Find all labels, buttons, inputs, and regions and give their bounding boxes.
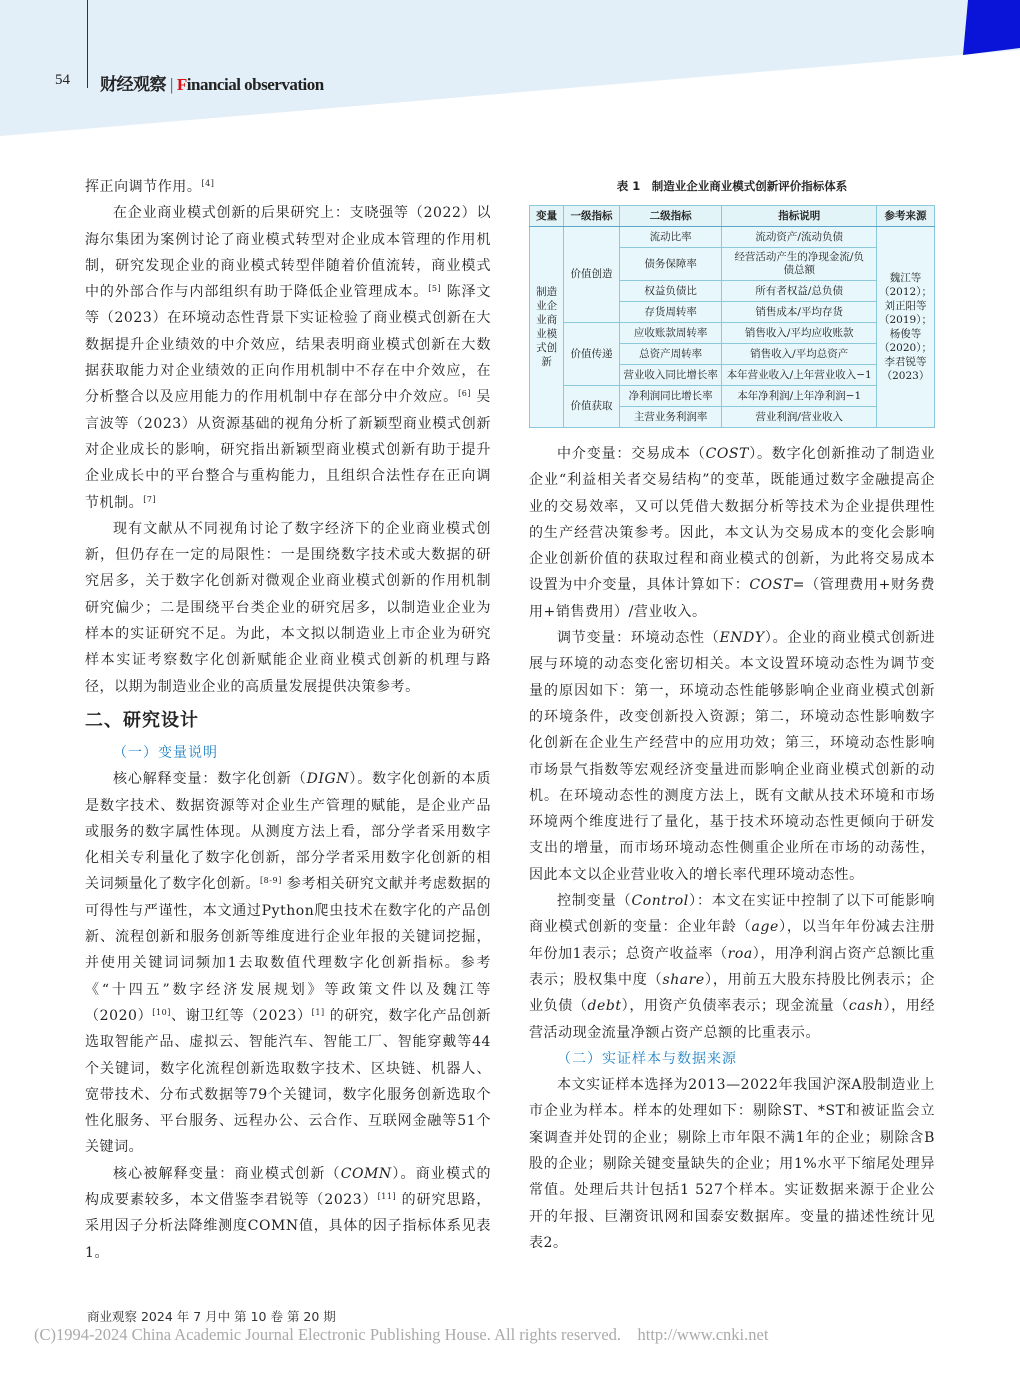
section-heading [85, 708, 491, 734]
variable-name: roa [727, 945, 753, 962]
text-run: ），以当年年份减去注册年份加1表示；总资产收益率（ [529, 919, 935, 962]
citation-marker: [6] [458, 389, 472, 399]
citation-marker: [4] [201, 179, 215, 188]
body-paragraph [85, 766, 491, 1160]
citation-marker: [1] [311, 1007, 325, 1017]
text-run: （二）实证样本与数据来源 [557, 1050, 737, 1067]
level1-cell: 价值创造 [564, 227, 620, 323]
body-paragraph [85, 174, 491, 200]
table-row [530, 386, 935, 407]
description-cell: 本年营业收入/上年营业收入−1 [722, 365, 877, 386]
text-run: 中介变量：交易成本（ [557, 446, 706, 462]
text-run: 在企业商业模式创新的后果研究上：支晓强等（2022）以海尔集团为案例讨论了商业模式转型对企业成本管理的作用机制，研究发现企业的商业模式转型伴随着价值流转，商业模式中的外部合作与内部组织有助于降低企业管理成本。 [85, 205, 491, 301]
description-cell: 流动资产/流动负债 [722, 227, 877, 248]
text-run: ），用前五大股东持股比例表示；企业负债（ [529, 971, 935, 1015]
footer-issue: 商业观察 2024 年 7 月中 第 10 卷 第 20 期 [87, 1309, 336, 1324]
text-run: ），用净利润占资产总额比重表示；股权集中度（ [529, 945, 935, 988]
body-paragraph [529, 888, 935, 1046]
description-cell: 本年净利润/上年净利润−1 [722, 386, 877, 407]
subsection-heading [529, 1046, 935, 1072]
page-number: 54 [55, 72, 70, 88]
level2-cell: 流动比率 [619, 227, 722, 248]
description-cell: 营业利润/营业收入 [722, 407, 877, 428]
description-cell: 经营活动产生的净现金流/负债总额 [722, 248, 877, 281]
level2-cell: 债务保障率 [619, 248, 722, 281]
variable-name: age [751, 919, 779, 936]
text-run: 、谢卫红等（2023） [170, 1007, 312, 1024]
body-paragraph [529, 1072, 935, 1256]
text-run: ）。数字化创新推动了制造业企业“利益相关者交易结构”的变革，既能通过数字金融提高企业的交易效率，又可以凭借大数据分析等技术为企业提供理性的生产经营决策参考。因此，本文认为交易成本的变化会影响企业创新价值的获取过程和商业模式的创新，为此将交易成本设置为中介变量，具体计算如下： [529, 446, 936, 594]
level1-cell: 价值获取 [564, 386, 620, 428]
text-run: 二、研究设计 [85, 709, 199, 731]
body-paragraph [529, 625, 935, 888]
variable-name: share [662, 971, 705, 988]
text-run: ）：本文在实证中控制了以下可能影响商业模式创新的变量：企业年龄（ [529, 893, 935, 936]
text-run: 的研究，数字化产品创新选取智能产品、虚拟云、智能汽车、智能工厂、智能穿戴等44个关键词，数字化流程创新选取数字技术、区块链、机器人、宽带技术、分布式数据等79个关键词，数字化服务创新选取个性化服务、平台服务、远程办公、云合作、互联网金融等51个关键词。 [85, 1007, 491, 1156]
column-header: 指标说明 [722, 206, 877, 227]
text-run: ）。数字化创新的本质是数字技术、数据资源等对企业生产管理的赋能，是企业产品或服务的数字属性体现。从测度方法上看，部分学者采用数字化相关专利量化了数字化创新，部分学者采用数字化创新的相关词频量化了数字化创新。 [85, 771, 492, 893]
right-column [529, 441, 935, 1256]
text-run: 参考相关研究文献并考虑数据的可得性与严谨性，本文通过Python爬虫技术在数字化的产品创新、流程创新和服务创新等维度进行企业年报的关键词挖掘，并使用关键词词频加1去取数值代理数字化创新指标。参考《“十四五”数字经济发展规划》等政策文件以及魏江等（2020） [85, 876, 491, 1024]
level2-cell: 主营业务利润率 [619, 407, 722, 428]
text-run: 挥正向调节作用。 [85, 179, 202, 195]
indicator-table [529, 205, 935, 428]
column-header: 一级指标 [564, 206, 620, 227]
body-paragraph [85, 516, 491, 700]
text-run: 调节变量：环境动态性（ [557, 630, 720, 647]
variable-name: cash [848, 998, 884, 1015]
body-paragraph [85, 1161, 491, 1266]
source-cell: 魏江等（2012）；刘正阳等（2019）；杨俊等（2020）；李君锐等（2023） [876, 227, 934, 428]
variable-name: COMN [340, 1165, 392, 1182]
journal-title-en: inancial observation [186, 75, 324, 94]
journal-title-initial: F [176, 75, 187, 94]
text-run: ），用经营活动现金流量净额占资产总额的比重表示。 [529, 998, 935, 1041]
text-run: 控制变量（ [557, 893, 632, 910]
text-run: 吴言波等（2023）从资源基础的视角分析了新颖型商业模式创新对企业成长的影响，研究指出新颖型商业模式创新有助于提升企业成长中的平台整合与重构能力，且组织合法性存在正向调节机制。 [85, 389, 491, 511]
header-divider [87, 0, 88, 88]
description-cell: 所有者权益/总负债 [722, 281, 877, 302]
copyright-notice: (C)1994-2024 China Academic Journal Electronic Publishing House. All rights reserved. http://www.cnki.net [34, 1325, 769, 1344]
citation-marker: [11] [377, 1191, 397, 1201]
left-column [85, 174, 491, 1266]
variable-name: debt [587, 998, 622, 1015]
level2-cell: 营业收入同比增长率 [619, 365, 722, 386]
variable-name: COST [705, 446, 749, 462]
text-run: ）。企业的商业模式创新进展与环境的动态变化密切相关。本文设置环境动态性为调节变量的原因如下：第一，环境动态性能够影响企业商业模式创新的环境条件，改变创新投入资源；第二，环境动态性影响数字化创新在企业生产经营中的应用功效；第三，环境动态性影响市场景气指数等宏观经济变量进而影响企业商业模式创新的动机。在环境动态性的测度方法上，既有文献从技术环境和市场环境两个维度进行了量化，基于技术环境动态性更倾向于研发支出的增量，而市场环境动态性侧重企业所在市场的动荡性，因此本文以企业营业收入的增长率代理环境动态性。 [529, 630, 935, 883]
variable-name: COST [749, 577, 793, 594]
level2-cell: 应收账款周转率 [619, 323, 722, 344]
text-run: 核心解释变量：数字化创新（ [113, 771, 307, 788]
text-run: 核心被解释变量：商业模式创新（ [113, 1165, 341, 1182]
variable-name: ENDY [719, 630, 765, 647]
citation-marker: [5] [428, 284, 442, 294]
column-header: 二级指标 [619, 206, 722, 227]
body-paragraph [529, 441, 935, 625]
citation-marker: [7] [143, 494, 157, 504]
journal-title-separator: | [170, 75, 173, 94]
text-run: 的研究思路，采用因子分析法降维测度COMN值，具体的因子指标体系见表1。 [85, 1191, 491, 1261]
text-run: 陈泽文等（2023）在环境动态性背景下实证检验了商业模式创新在大数据提升企业绩效的中介效应，结果表明商业模式创新在大数据获取能力对企业绩效的正向作用机制中不存在中介效应，在分析整合以及应用能力的作用机制中存在部分中介效应。 [85, 284, 491, 406]
level2-cell: 权益负债比 [619, 281, 722, 302]
text-run: 本文实证样本选择为2013—2022年我国沪深A股制造业上市企业为样本。样本的处理如下：剔除ST、*ST和被证监会立案调查并处罚的企业；剔除上市年限不满1年的企业；剔除含B股的企业；剔除关键变量缺失的企业；用1%水平下缩尾处理异常值。处理后共计包括1 527个样本。实证数据来源于企业公开的年报、巨潮资讯网和国泰安数据库。变量的描述性统计见表2。 [529, 1077, 935, 1251]
text-run: =（管理费用+财务费用+销售费用）/营业收入。 [529, 577, 936, 620]
description-cell: 销售成本/平均存货 [722, 302, 877, 323]
text-run: ），用资产负债率表示；现金流量（ [621, 998, 849, 1015]
level2-cell: 存货周转率 [619, 302, 722, 323]
description-cell: 销售收入/平均总资产 [722, 344, 877, 365]
level2-cell: 总资产周转率 [619, 344, 722, 365]
subsection-heading [85, 740, 491, 766]
table-caption: 表 1 制造业企业商业模式创新评价指标体系 [616, 179, 848, 193]
table-row [530, 323, 935, 344]
variable-cell: 制造业企业商业模式创新 [530, 227, 564, 428]
citation-marker: [10] [152, 1007, 171, 1017]
text-run: ）。商业模式的构成要素较多，本文借鉴李君锐等（2023） [85, 1165, 491, 1208]
journal-title [100, 70, 324, 95]
level2-cell: 净利润同比增长率 [619, 386, 722, 407]
table-row [530, 227, 935, 248]
body-paragraph [85, 200, 491, 516]
text-run: （一）变量说明 [113, 744, 218, 761]
column-header: 变量 [530, 206, 564, 227]
citation-marker: [8-9] [259, 876, 282, 886]
column-header: 参考来源 [876, 206, 934, 227]
variable-name: DIGN [306, 771, 350, 788]
level1-cell: 价值传递 [564, 323, 620, 386]
text-run: 现有文献从不同视角讨论了数字经济下的企业商业模式创新，但仍存在一定的局限性：一是围绕数字技术或大数据的研究居多，关于数字化创新对微观企业商业模式创新的作用机制研究偏少；二是围绕平台类企业的研究居多，以制造业企业为样本的实证研究不足。为此，本文拟以制造业上市企业为研究样本实证考察数字化创新赋能企业商业模式创新的机理与路径，以期为制造业企业的高质量发展提供决策参考。 [85, 520, 491, 695]
variable-name: Control [631, 893, 689, 910]
journal-title-cn: 财经观察 [100, 75, 166, 94]
description-cell: 销售收入/平均应收账款 [722, 323, 877, 344]
table-header-row [530, 206, 935, 227]
